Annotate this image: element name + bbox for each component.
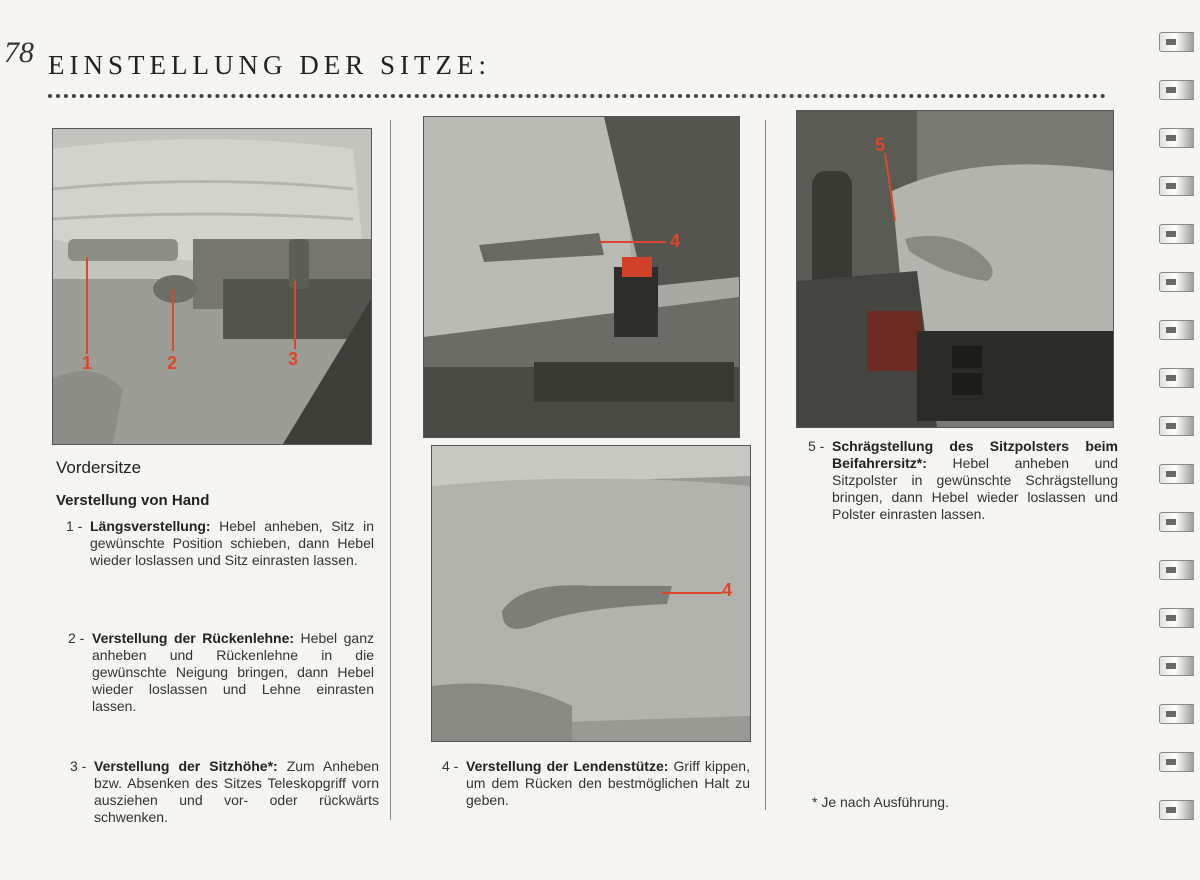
- instruction-item-2: [68, 630, 374, 715]
- photo-lumbar-support-lever: [431, 445, 751, 742]
- item-label: Längsverstellung:: [90, 518, 211, 534]
- page-title: EINSTELLUNG DER SITZE:: [48, 50, 491, 80]
- photo-passenger-seat-lever: [796, 110, 1114, 428]
- column-divider-left: [390, 120, 391, 820]
- seat-rail-illustration: [53, 129, 371, 444]
- title-dotted-rule: [48, 94, 1106, 98]
- item-number: 3 -: [70, 758, 86, 775]
- marker-1: 1: [82, 353, 93, 373]
- marker-2: 2: [167, 353, 178, 373]
- marker-4-lumbar: 4: [722, 580, 733, 600]
- item-label: Verstellung der Sitzhöhe*:: [94, 758, 278, 774]
- passenger-seat-illustration: [797, 111, 1113, 427]
- instruction-item-5: [808, 438, 1118, 523]
- marker-5: 5: [875, 135, 886, 155]
- instruction-item-4: [442, 758, 750, 809]
- item-number: 4 -: [442, 758, 458, 775]
- armrest-illustration: [424, 117, 739, 437]
- sub-title-manual-adjustment: Verstellung von Hand: [56, 492, 210, 509]
- item-number: 5 -: [808, 438, 824, 455]
- item-text: Zum Anheben bzw. Absenken des Sitzes Teleskopgriff vorn ausziehen und vor- oder rückwärts schwenken.: [94, 758, 379, 825]
- marker-3: 3: [288, 349, 299, 369]
- item-label: Verstellung der Rückenlehne:: [92, 630, 295, 646]
- item-label: Schrägstellung des Sitzpolsters beim Beifahrersitz*:: [832, 438, 1118, 471]
- item-text: Hebel anheben und Sitzpolster in gewünschte Schrägstellung bringen, dann Hebel wieder loslassen und Polster einrasten lassen.: [832, 455, 1118, 522]
- page-number: 78: [4, 36, 34, 69]
- item-number: 2 -: [68, 630, 84, 647]
- photo-seat-adjustment-levers: [52, 128, 372, 445]
- item-label: Verstellung der Lendenstütze:: [466, 758, 669, 774]
- section-title-front-seats: Vordersitze: [56, 458, 142, 477]
- instruction-item-1: [66, 518, 374, 569]
- lumbar-illustration: [432, 446, 750, 741]
- item-text: Griff kippen, um dem Rücken den bestmöglichen Halt zu geben.: [466, 758, 750, 808]
- photo-armrest-lever: [423, 116, 740, 438]
- item-text: Hebel anheben, Sitz in gewünschte Position schieben, dann Hebel wieder loslassen und Sitz einrasten lassen.: [90, 518, 374, 568]
- item-text: Hebel ganz anheben und Rückenlehne in die gewünschte Neigung bringen, dann Hebel wieder loslassen und Lehne einrasten lassen.: [92, 630, 374, 714]
- column-divider-right: [765, 120, 766, 810]
- marker-4-armrest: 4: [670, 231, 681, 251]
- instruction-item-3: [70, 758, 379, 826]
- footnote: * Je nach Ausführung.: [812, 794, 949, 810]
- item-number: 1 -: [66, 518, 82, 535]
